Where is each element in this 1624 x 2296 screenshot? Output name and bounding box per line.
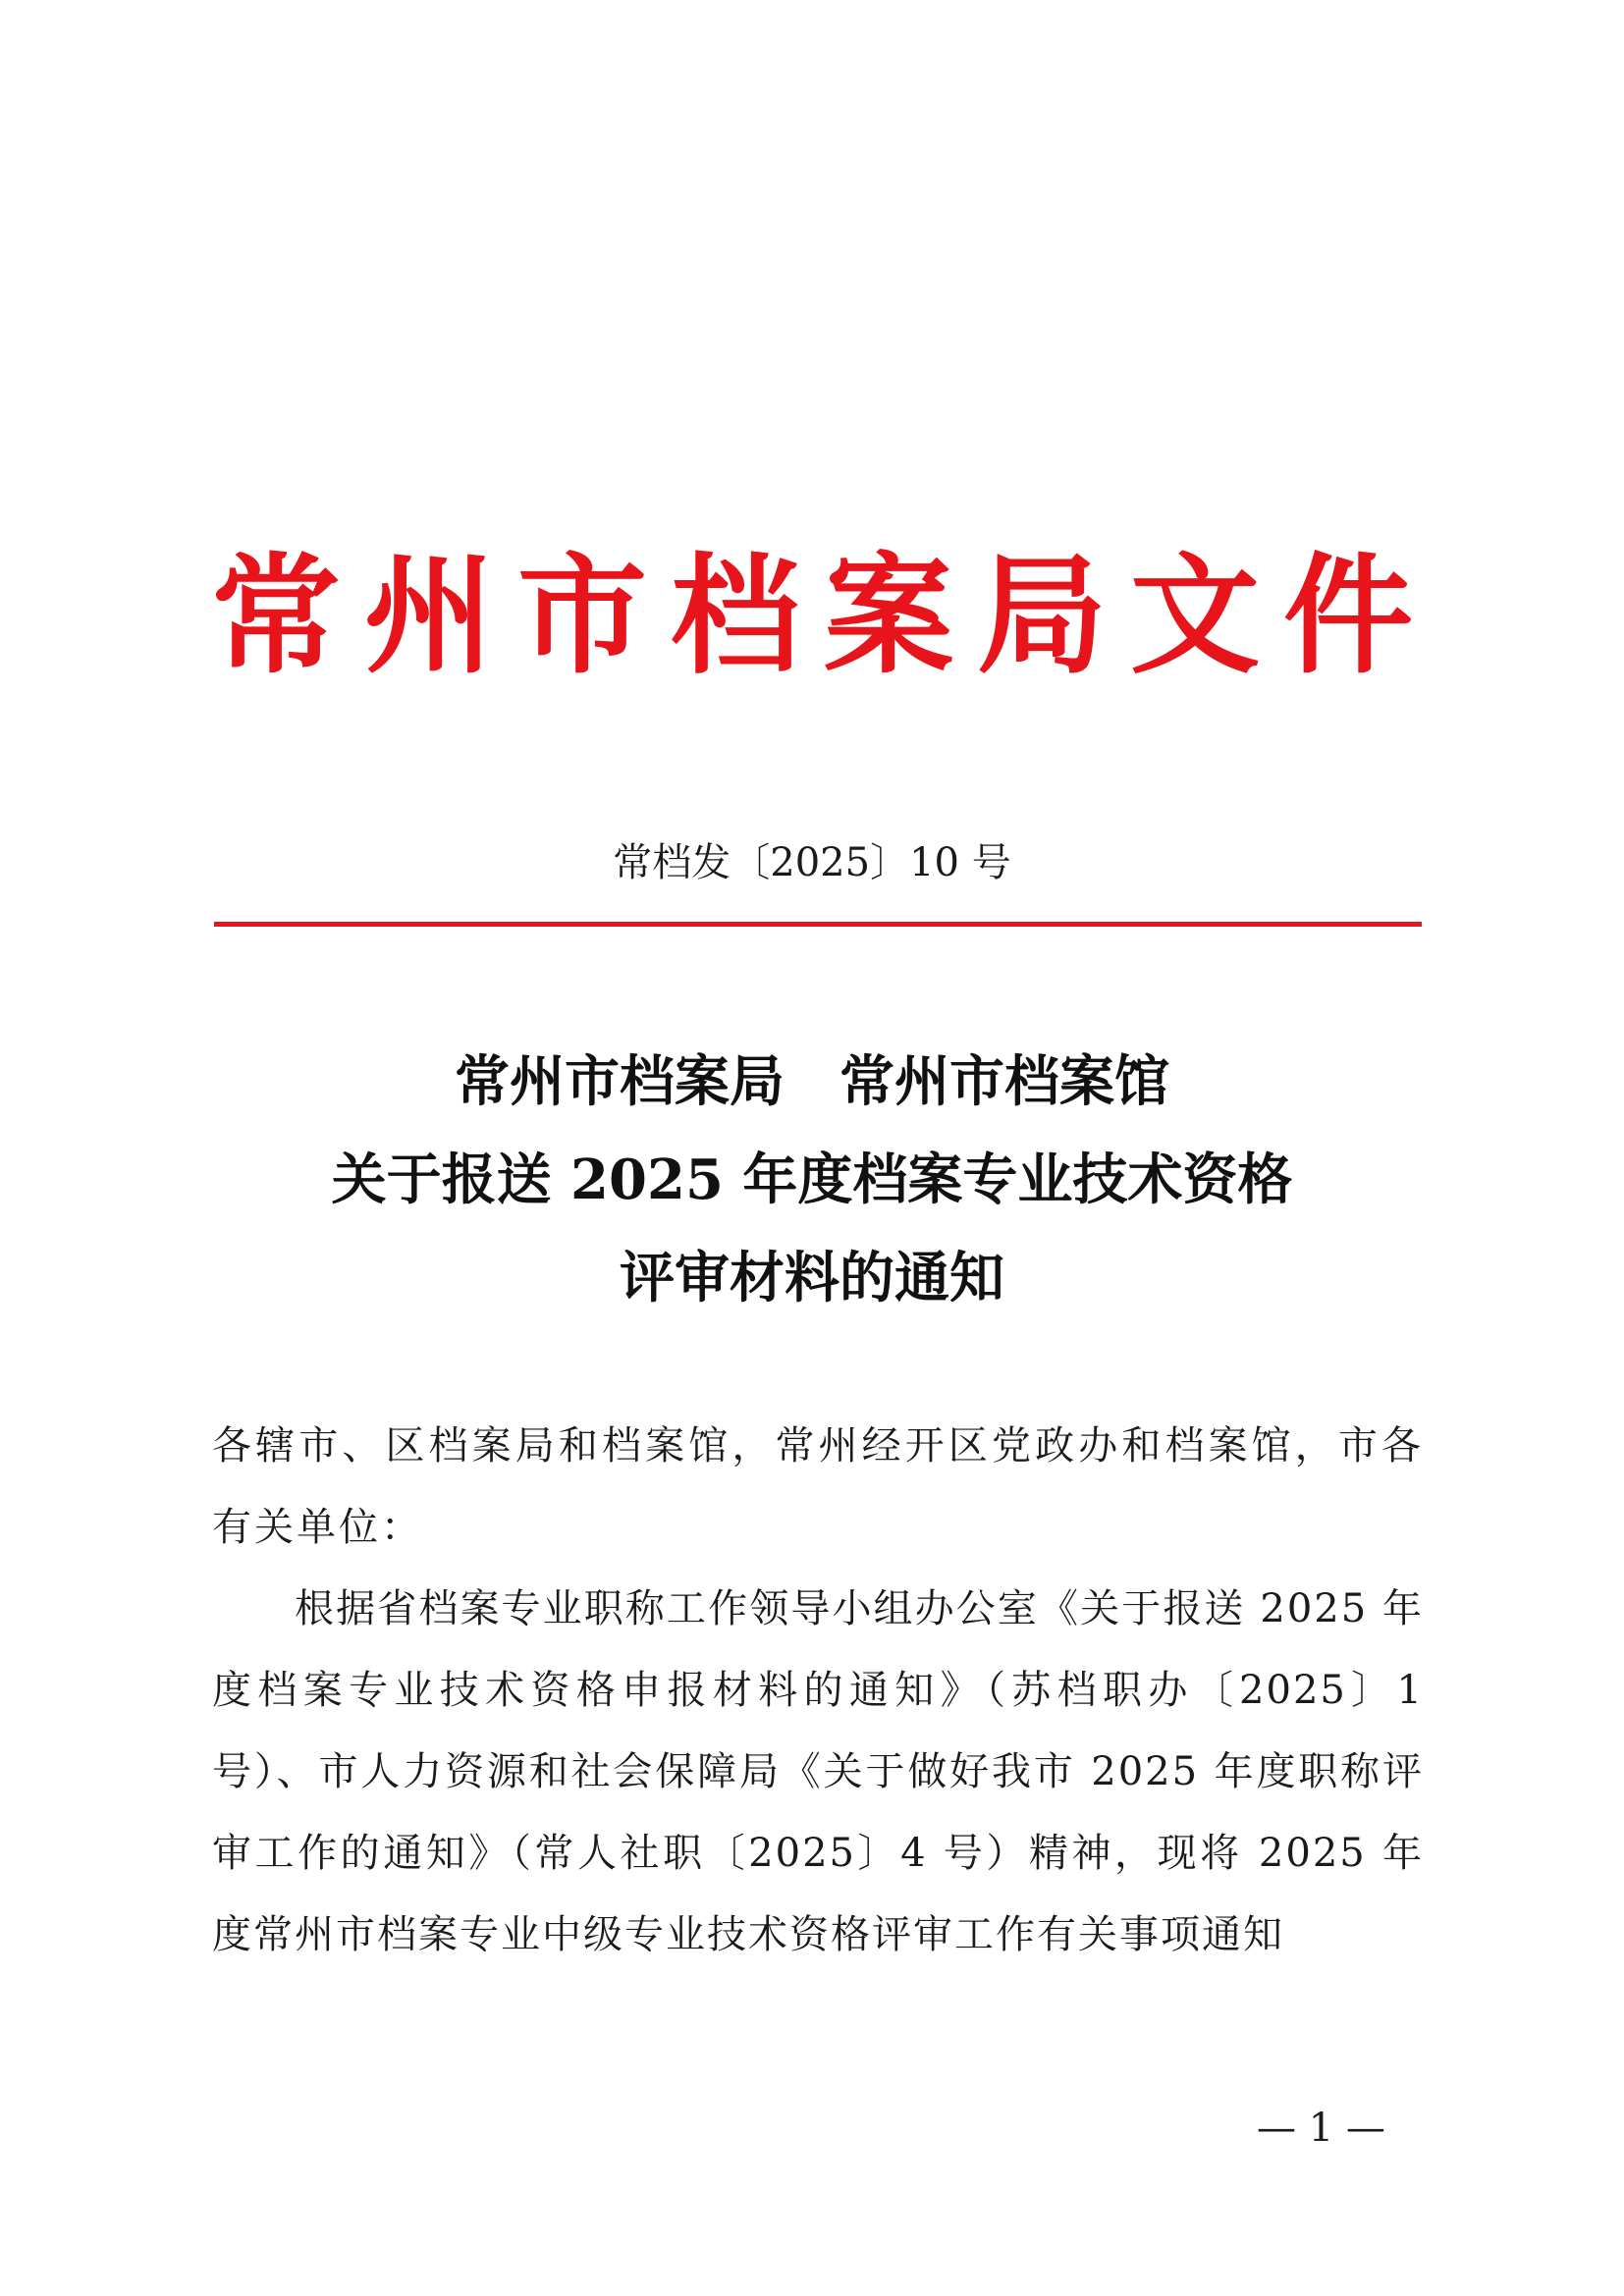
page-number: — 1 — bbox=[1257, 2106, 1385, 2151]
body-paragraph-1: 根据省档案专业职称工作领导小组办公室《关于报送 2025 年度档案专业技术资格申报材料的通知》（苏档职办〔2025〕1 号）、市人力资源和社会保障局《关于做好我市 2025 年度职称评审工作的通知》（常人社职〔2025〕4 号）精神，现将 2025 年度常州市档案专业中级专业技术资格评审工作有关事项通知 bbox=[212, 1586, 1424, 1957]
masthead-title: 常州市档案局文件 bbox=[211, 540, 1436, 692]
title-line-3: 评审材料的通知 bbox=[620, 1246, 1004, 1310]
addressee-greeting: 各辖市、区档案局和档案馆，常州经开区党政办和档案馆，市各有关单位： bbox=[212, 1423, 1424, 1550]
red-separator-line bbox=[214, 922, 1422, 927]
document-number: 常档发〔2025〕10 号 bbox=[613, 840, 1011, 885]
notice-body bbox=[212, 1406, 1424, 1976]
title-line-2: 关于报送 2025 年度档案专业技术资格 bbox=[331, 1148, 1293, 1212]
notice-title bbox=[0, 1033, 1624, 1327]
title-line-1: 常州市档案局 常州市档案馆 bbox=[455, 1049, 1169, 1114]
